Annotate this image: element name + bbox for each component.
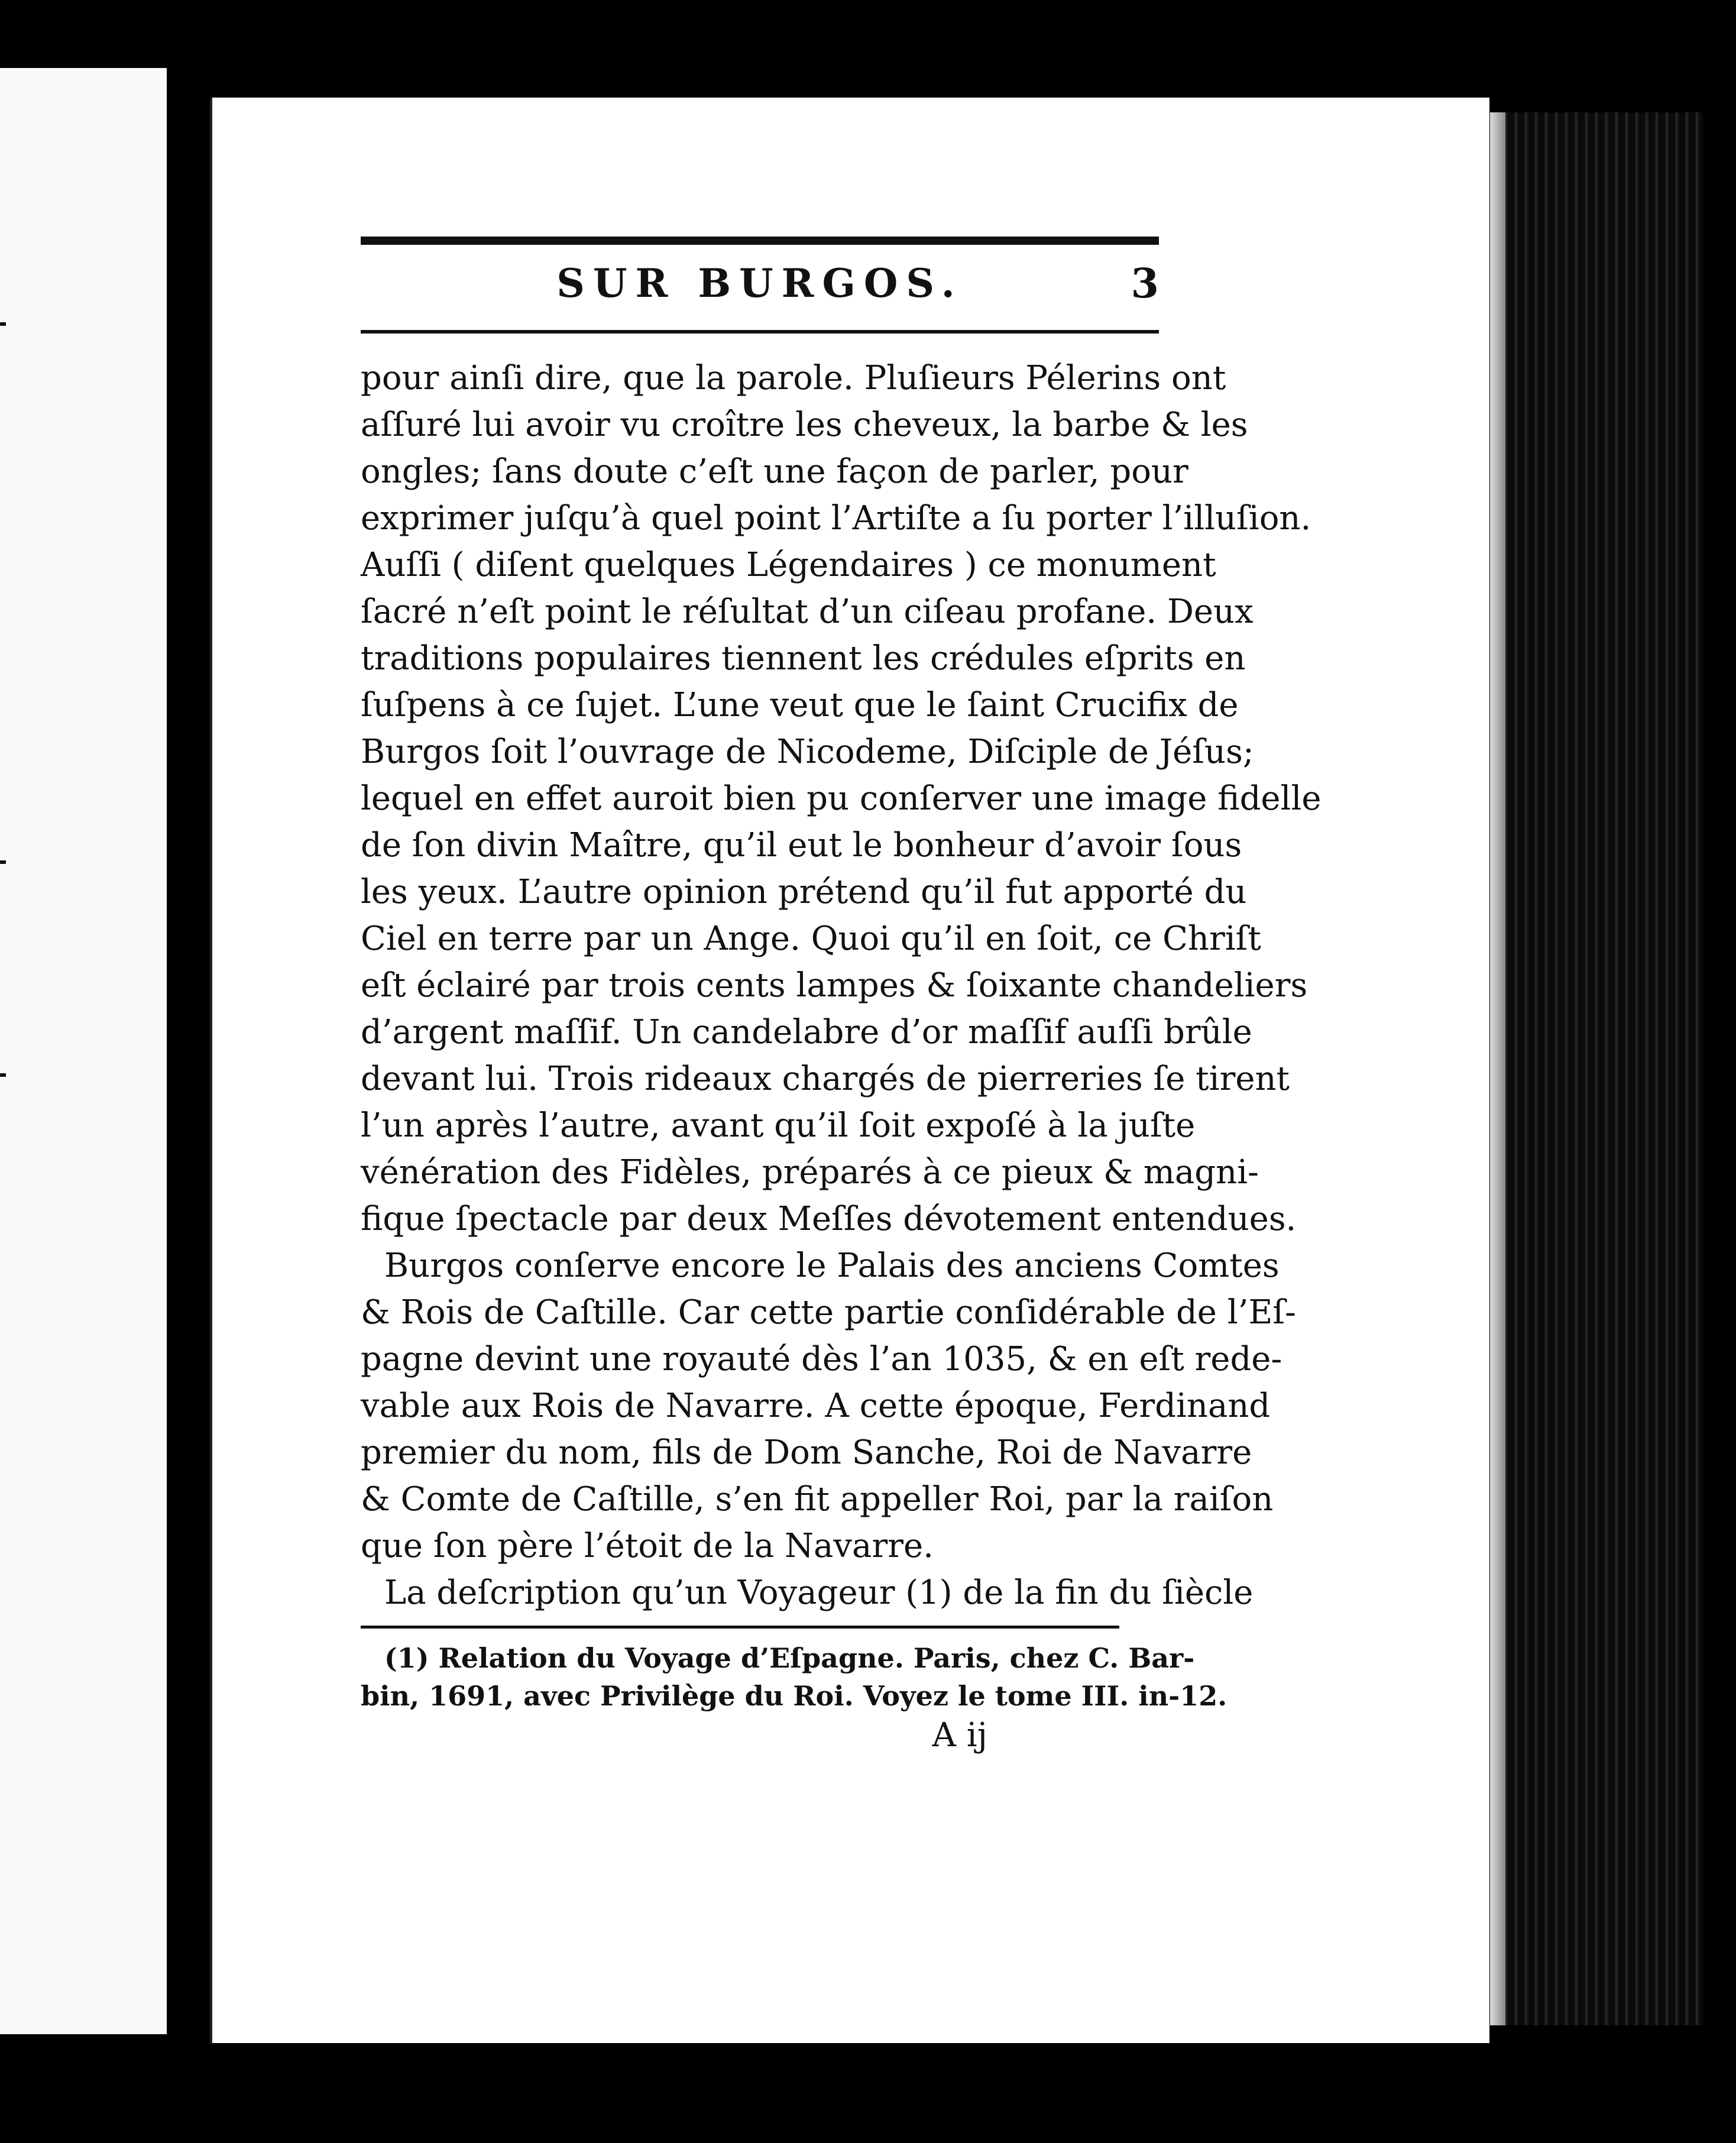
text-line: lequel en effet auroit bien pu conſerver une image fidelle [361, 779, 1322, 818]
text-line: Auſſi ( diſent quelques Légendaires ) ce monument [361, 546, 1216, 584]
text-line: ſacré n’eſt point le réſultat d’un ciſeau profane. Deux [361, 593, 1254, 631]
text-line: vénération des Fidèles, préparés à ce pieux & magni- [361, 1153, 1259, 1192]
text-line: eſt éclairé par trois cents lampes & ſoixante chandeliers [361, 966, 1308, 1005]
text-line: l’un après l’autre, avant qu’il ſoit expoſé à la juſte [361, 1106, 1196, 1145]
text-line: & Rois de Caſtille. Car cette partie conſidérable de l’Eſ- [361, 1293, 1296, 1332]
text-line: fique ſpectacle par deux Meſſes dévotement entendues. [361, 1200, 1297, 1238]
text-line: de ſon divin Maître, qu’il eut le bonheur d’avoir ſous [361, 826, 1242, 865]
footnote-line: bin, 1691, avec Privilège du Roi. Voyez le tome III. in-12. [361, 1680, 1227, 1712]
footnote-rule [361, 1626, 1119, 1629]
left-page-mark [0, 860, 6, 864]
text-line: ongles; ſans doute c’eſt une façon de parler, pour [361, 452, 1188, 491]
header-rule-bottom [361, 330, 1159, 334]
page-header [361, 260, 1159, 319]
text-line: devant lui. Trois rideaux chargés de pierreries ſe tirent [361, 1060, 1290, 1098]
text-line: ſuſpens à ce ſujet. L’une veut que le ſaint Crucifix de [361, 686, 1239, 724]
text-line: & Comte de Caſtille, s’en fit appeller Roi, par la raiſon [361, 1480, 1274, 1519]
text-line: aſſuré lui avoir vu croître les cheveux, la barbe & les [361, 406, 1248, 444]
running-title: SUR BURGOS. [556, 260, 963, 306]
text-line: La deſcription qu’un Voyageur (1) de la fin du ſiècle [384, 1574, 1254, 1612]
text-line: pour ainſi dire, que la parole. Pluſieurs Pélerins ont [361, 359, 1226, 397]
header-rule-top [361, 237, 1159, 245]
text-line: exprimer juſqu’à quel point l’Artiſte a ſu porter l’illuſion. [361, 499, 1311, 538]
left-page-mark [0, 1073, 6, 1077]
page-edge-highlight [1490, 112, 1505, 2025]
text-line: les yeux. L’autre opinion prétend qu’il fut apporté du [361, 873, 1247, 911]
text-line: Burgos conſerve encore le Palais des anciens Comtes [384, 1247, 1280, 1285]
signature-mark: A ij [932, 1716, 987, 1754]
text-line: traditions populaires tiennent les crédules eſprits en [361, 639, 1246, 678]
text-line: d’argent maſſif. Un candelabre d’or maſſif auſſi brûle [361, 1013, 1252, 1051]
footnote-line: (1) Relation du Voyage d’Eſpagne. Paris, chez C. Bar- [384, 1642, 1195, 1674]
text-line: premier du nom, fils de Dom Sanche, Roi de Navarre [361, 1433, 1252, 1472]
text-line: vable aux Rois de Navarre. A cette époque, Ferdinand [361, 1387, 1271, 1425]
body-text [361, 355, 1322, 1616]
page-number: 3 [1131, 260, 1159, 307]
left-page-mark [0, 322, 6, 326]
left-page-edge [0, 68, 167, 2034]
text-line: pagne devint une royauté dès l’an 1035, & en eſt rede- [361, 1340, 1282, 1378]
page-block-edge [1490, 112, 1703, 2025]
text-block [361, 237, 1322, 1756]
text-line: Burgos ſoit l’ouvrage de Nicodeme, Diſciple de Jéſus; [361, 733, 1254, 771]
text-line: Ciel en terre par un Ange. Quoi qu’il en ſoit, ce Chriſt [361, 920, 1261, 958]
text-line: que ſon père l’étoit de la Navarre. [361, 1527, 934, 1565]
